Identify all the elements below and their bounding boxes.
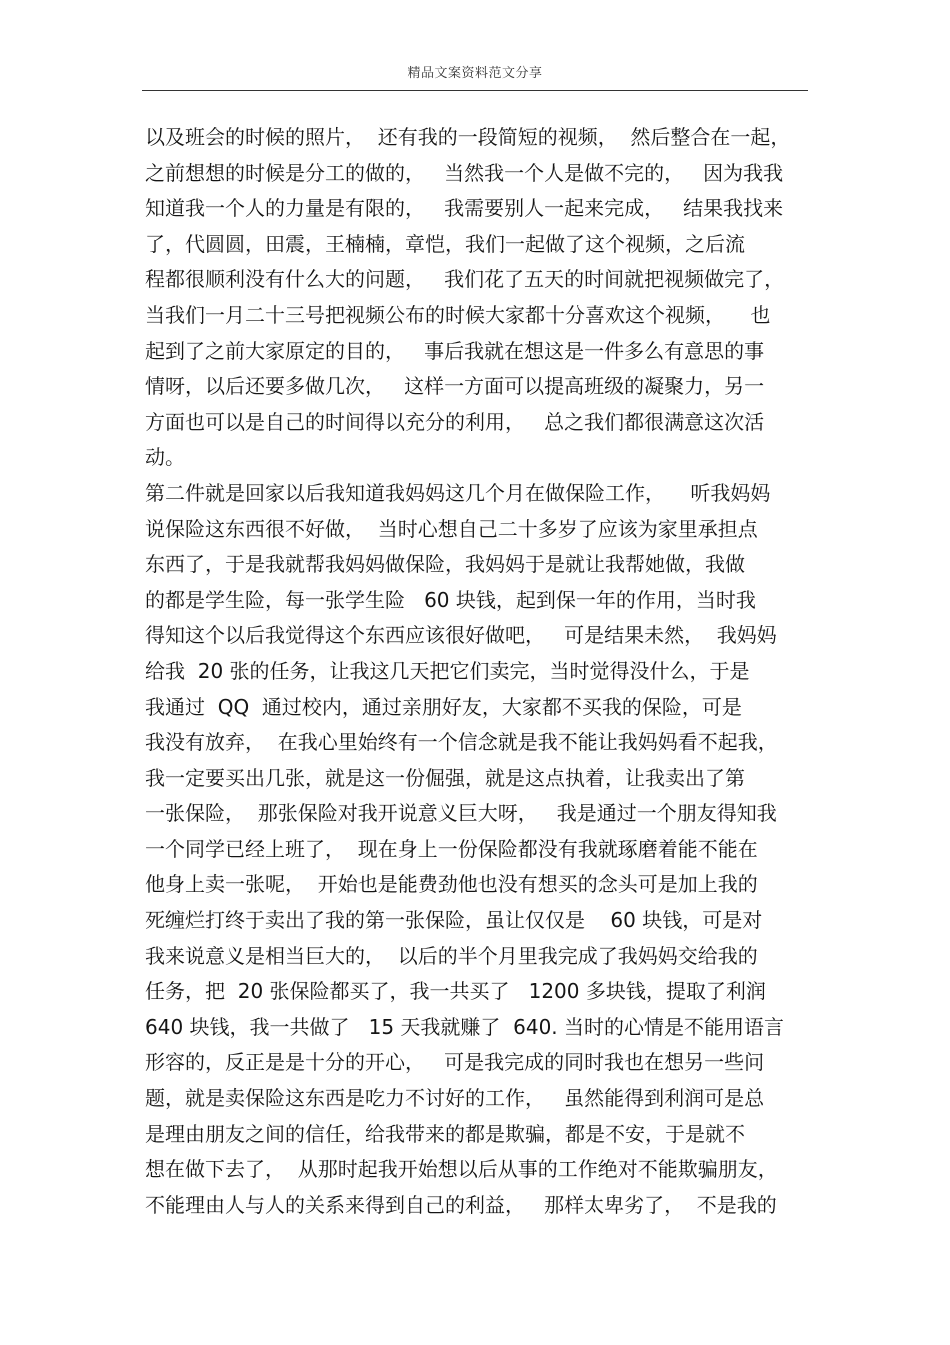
paragraph-line: 他身上卖一张呢， 开始也是能费劲他也没有想买的念头可是加上我的 — [145, 872, 758, 897]
paragraph-line: 形容的，反正是是十分的开心， 可是我完成的同时我也在想另一些问 — [145, 1050, 765, 1075]
paragraph-line: 我没有放弃， 在我心里始终有一个信念就是我不能让我妈妈看不起我， — [145, 730, 778, 755]
paragraph-line: 的都是学生险，每一张学生险 60 块钱，起到保一年的作用，当时我 — [145, 587, 756, 612]
header-divider — [142, 90, 808, 91]
paragraph-line: 是理由朋友之间的信任，给我带来的都是欺骗，都是不安，于是就不 — [145, 1121, 745, 1146]
paragraph-line: 了，代圆圆，田震，王楠楠，章恺，我们一起做了这个视频，之后流 — [145, 231, 745, 256]
paragraph-line: 当我们一月二十三号把视频公布的时候大家都十分喜欢这个视频， 也 — [145, 302, 771, 327]
paragraph-line: 第二件就是回家以后我知道我妈妈这几个月在做保险工作， 听我妈妈 — [145, 480, 771, 505]
paragraph-line: 方面也可以是自己的时间得以充分的利用， 总之我们都很满意这次活 — [145, 409, 765, 434]
document-body — [145, 120, 815, 1223]
paragraph-line: 东西了，于是我就帮我妈妈做保险，我妈妈于是就让我帮她做，我做 — [145, 552, 745, 577]
paragraph-line: 情呀，以后还要多做几次， 这样一方面可以提高班级的凝聚力，另一 — [145, 374, 765, 399]
paragraph-line: 知道我一个人的力量是有限的， 我需要别人一起来完成， 结果我找来 — [145, 196, 784, 221]
paragraph-line: 我通过 QQ 通过校内，通过亲朋好友，大家都不买我的保险，可是 — [145, 694, 742, 719]
paragraph-line: 之前想想的时候是分工的做的， 当然我一个人是做不完的， 因为我我 — [145, 160, 784, 185]
page-header: 精品文案资料范文分享 — [407, 66, 543, 81]
paragraph-line: 我一定要买出几张，就是这一份倔强，就是这点执着，让我卖出了第 — [145, 765, 745, 790]
paragraph-line: 死缠烂打终于卖出了我的第一张保险，虽让仅仅是 60 块钱，可是对 — [145, 908, 763, 933]
paragraph-line: 想在做下去了， 从那时起我开始想以后从事的工作绝对不能欺骗朋友， — [145, 1157, 778, 1182]
paragraph-line: 不能理由人与人的关系来得到自己的利益， 那样太卑劣了， 不是我的 — [145, 1192, 777, 1217]
paragraph-line: 起到了之前大家原定的目的， 事后我就在想这是一件多么有意思的事 — [145, 338, 765, 363]
paragraph-line: 任务，把 20 张保险都买了，我一共买了 1200 多块钱，提取了利润 — [145, 979, 766, 1004]
paragraph-line: 一个同学已经上班了， 现在身上一份保险都没有我就琢磨着能不能在 — [145, 836, 758, 861]
paragraph-line: 说保险这东西很不好做， 当时心想自己二十多岁了应该为家里承担点 — [145, 516, 758, 541]
paragraph-line: 题，就是卖保险这东西是吃力不讨好的工作， 虽然能得到利润可是总 — [145, 1086, 765, 1111]
paragraph-line: 动。 — [145, 445, 185, 470]
paragraph-line: 给我 20 张的任务，让我这几天把它们卖完，当时觉得没什么，于是 — [145, 658, 750, 683]
paragraph-line: 一张保险， 那张保险对我开说意义巨大呀， 我是通过一个朋友得知我 — [145, 801, 777, 826]
paragraph-line: 程都很顺利没有什么大的问题， 我们花了五天的时间就把视频做完了， — [145, 267, 785, 292]
paragraph-line: 我来说意义是相当巨大的， 以后的半个月里我完成了我妈妈交给我的 — [145, 943, 758, 968]
paragraph-line: 得知这个以后我觉得这个东西应该很好做吧， 可是结果未然， 我妈妈 — [145, 623, 777, 648]
paragraph-line: 以及班会的时候的照片， 还有我的一段简短的视频， 然后整合在一起， — [145, 125, 791, 149]
paragraph-line: 640 块钱，我一共做了 15 天我就赚了 640. 当时的心情是不能用语言 — [145, 1014, 785, 1039]
